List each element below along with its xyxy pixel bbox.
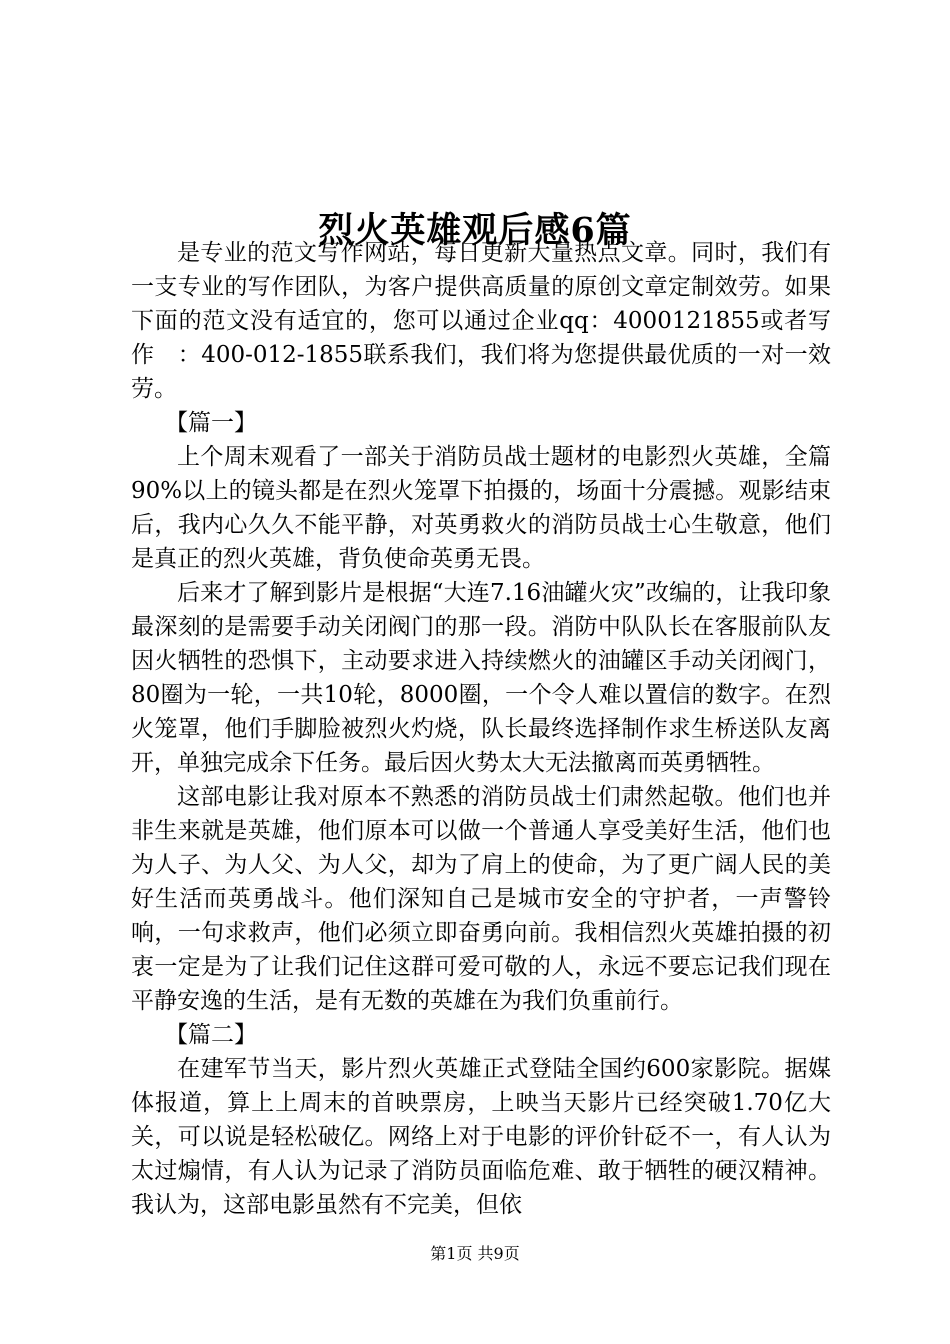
body-paragraph: 后来才了解到影片是根据“大连7.16油罐火灾”改编的，让我印象最深刻的是需要手动关闭阀门的那一段。消防中队队长在客服前队友因火牺牲的恐惧下，主动要求进入持续燃火的油罐区手动关闭阀门，80圈为一轮，一共10轮，8000圈，一个令人难以置信的数字。在烈火笼罩，他们手脚脸被烈火灼烧，队长最终选择制作求生桥送队友离开，单独完成余下任务。最后因火势太大无法撤离而英勇牺牲。 bbox=[131, 580, 831, 776]
intro-paragraph: 是专业的范文写作网站，每日更新大量热点文章。同时，我们有一支专业的写作团队，为客户提供高质量的原创文章定制效劳。如果下面的范文没有适宜的，您可以通过企业qq：4000121855或者写作 ：400-012-1855联系我们，我们将为您提供最优质的一对一效劳。 bbox=[131, 240, 831, 402]
page-footer: 第1页 共9页 bbox=[430, 1244, 520, 1263]
document-title: 烈火英雄观后感6篇 bbox=[318, 210, 632, 252]
section-heading-1: 【篇一】 bbox=[165, 410, 257, 436]
body-paragraph: 在建军节当天，影片烈火英雄正式登陆全国约600家影院。据媒体报道，算上上周末的首映票房，上映当天影片已经突破1.70亿大关，可以说是轻松破亿。网络上对于电影的评价针砭不一，有人认为太过煽情，有人认为记录了消防员面临危难、敢于牺牲的硬汉精神。我认为，这部电影虽然有不完美，但依 bbox=[131, 1056, 831, 1218]
section-heading-2: 【篇二】 bbox=[165, 1022, 257, 1048]
body-paragraph: 上个周末观看了一部关于消防员战士题材的电影烈火英雄，全篇90%以上的镜头都是在烈火笼罩下拍摄的，场面十分震撼。观影结束后，我内心久久不能平静，对英勇救火的消防员战士心生敬意，他们是真正的烈火英雄，背负使命英勇无畏。 bbox=[131, 444, 831, 572]
body-paragraph: 这部电影让我对原本不熟悉的消防员战士们肃然起敬。他们也并非生来就是英雄，他们原本可以做一个普通人享受美好生活，他们也为人子、为人父、为人父，却为了肩上的使命，为了更广阔人民的美好生活而英勇战斗。他们深知自己是城市安全的守护者，一声警铃响，一句求救声，他们必须立即奋勇向前。我相信烈火英雄拍摄的初衷一定是为了让我们记住这群可爱可敬的人，永远不要忘记我们现在平静安逸的生活，是有无数的英雄在为我们负重前行。 bbox=[131, 784, 831, 1014]
document-body bbox=[131, 236, 831, 1222]
